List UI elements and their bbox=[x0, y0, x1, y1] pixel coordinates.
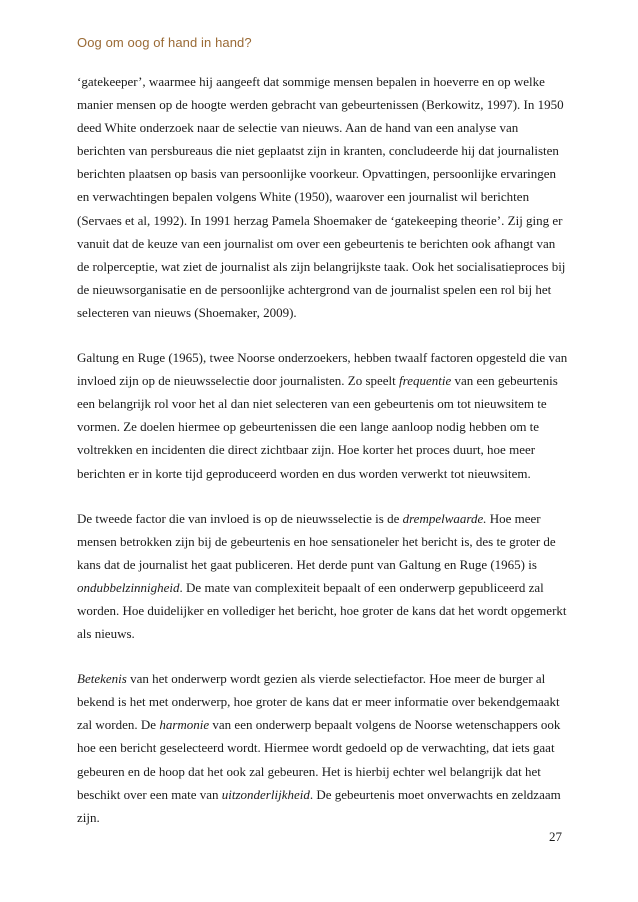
text-run: deed White onderzoek naar de selectie van nieuws. Aan de hand van een analyse van bbox=[77, 120, 519, 136]
text-line bbox=[77, 185, 571, 208]
text-run: invloed zijn op de nieuwsselectie door journalisten. Zo speelt bbox=[77, 373, 400, 389]
text-run: van het onderwerp wordt gezien als vierde selectiefactor. Hoe meer de burger al bbox=[126, 671, 546, 687]
text-run: (Servaes et al, 1992). In 1991 herzag Pamela Shoemaker de ‘gatekeeping theorie’. Zij ging er bbox=[77, 212, 563, 228]
text-run: berichten plaatsen op basis van persoonlijke voorkeur. Opvattingen, persoonlijke ervaringen bbox=[77, 166, 557, 182]
text-run: de nieuwsorganisatie en de persoonlijke achtergrond van de journalist spelen een rol bij het bbox=[77, 281, 552, 297]
text-line bbox=[77, 415, 571, 438]
body-text bbox=[77, 70, 571, 851]
text-run: . De mate van complexiteit bepaalt of een onderwerp gepubliceerd zal bbox=[179, 579, 544, 595]
text-line bbox=[77, 392, 571, 415]
text-line bbox=[77, 162, 571, 185]
text-line bbox=[77, 369, 571, 392]
text-run: van een onderwerp bepaalt volgens de Noorse wetenschappers ook bbox=[209, 717, 561, 733]
text-run: De tweede factor die van invloed is op de nieuwsselectie is de bbox=[77, 510, 403, 526]
paragraph bbox=[77, 346, 571, 485]
text-line bbox=[77, 530, 571, 553]
text-run: gebeuren en de hoop dat het ook zal gebeuren. Het is hierbij echter wel belangrijk dat het bbox=[77, 763, 541, 779]
running-header: Oog om oog of hand in hand? bbox=[77, 35, 252, 50]
text-run: selecteren van nieuws (Shoemaker, 2009). bbox=[77, 304, 297, 320]
text-line bbox=[77, 507, 571, 530]
text-line bbox=[77, 553, 571, 576]
text-line bbox=[77, 690, 571, 713]
text-line bbox=[77, 713, 571, 736]
text-run: de rolperceptie, wat ziet de journalist als zijn belangrijkste taak. Ook het socialisatieproces bij bbox=[77, 258, 566, 274]
paragraph bbox=[77, 507, 571, 646]
italic-term: Betekenis bbox=[77, 671, 127, 687]
text-run: vanuit dat de keuze van een journalist om over een gebeurtenis te berichten ook afhangt van bbox=[77, 235, 556, 251]
text-line bbox=[77, 783, 571, 806]
italic-term: frequentie bbox=[399, 373, 452, 389]
text-run: bekend is het met onderwerp, hoe groter de kans dat er meer informatie over bekendgemaakt bbox=[77, 694, 560, 710]
text-run: vormen. Ze doelen hiermee op gebeurtenissen die een lange aanloop nodig hebben om te bbox=[77, 419, 540, 435]
text-run: manier mensen op de hoogte werden gebracht van gebeurtenissen (Berkowitz, 1997). In 1950 bbox=[77, 97, 564, 113]
text-run: kans dat de journalist het gaat publiceren. Het derde punt van Galtung en Ruge (1965) is bbox=[77, 556, 537, 572]
paragraph bbox=[77, 70, 571, 324]
text-run: Galtung en Ruge (1965), twee Noorse onderzoekers, hebben twaalf factoren opgesteld die van bbox=[77, 350, 568, 366]
text-line bbox=[77, 70, 571, 93]
text-run: berichten van persbureaus die niet geplaatst zijn in kranten, concludeerde hij dat journalisten bbox=[77, 143, 559, 159]
text-line bbox=[77, 278, 571, 301]
text-run: zijn. bbox=[77, 809, 100, 825]
italic-term: harmonie bbox=[159, 717, 210, 733]
text-line bbox=[77, 667, 571, 690]
text-run: een belangrijk rol voor het al dan niet selecteren van een gebeurtenis om tot nieuwsitem te bbox=[77, 396, 547, 412]
text-line bbox=[77, 599, 571, 622]
text-line bbox=[77, 209, 571, 232]
text-run: ‘gatekeeper’, waarmee hij aangeeft dat sommige mensen bepalen in hoeverre en op welke bbox=[77, 74, 545, 89]
italic-term: drempelwaarde. bbox=[402, 510, 487, 526]
text-run: als nieuws. bbox=[77, 626, 135, 642]
text-run: Hoe meer bbox=[486, 510, 541, 526]
text-line bbox=[77, 462, 571, 485]
page-number: 27 bbox=[549, 829, 562, 844]
text-line bbox=[77, 139, 571, 162]
text-run: van een gebeurtenis bbox=[451, 373, 558, 389]
text-line bbox=[77, 255, 571, 278]
text-run: beschikt over een mate van bbox=[77, 786, 222, 802]
text-line bbox=[77, 93, 571, 116]
text-line bbox=[77, 232, 571, 255]
italic-term: ondubbelzinnigheid bbox=[77, 579, 180, 595]
text-line bbox=[77, 576, 571, 599]
text-run: zal worden. De bbox=[77, 717, 160, 733]
text-run: en verwachtingen bepalen volgens White (1950), waarover een journalist wil berichten bbox=[77, 189, 530, 205]
text-line bbox=[77, 760, 571, 783]
italic-term: uitzonderlijkheid bbox=[221, 786, 310, 802]
text-run: . De gebeurtenis moet onverwachts en zeldzaam bbox=[309, 786, 561, 802]
text-run: worden. Hoe duidelijker en vollediger het bericht, hoe groter de kans dat het wordt opgemerkt bbox=[77, 602, 567, 618]
text-run: berichten er in korte tijd geproduceerd worden en dus worden verwerkt tot nieuwsitem. bbox=[77, 465, 531, 481]
text-run: voltrekken en incidenten die direct zichtbaar zijn. Hoe korter het proces duurt, hoe meer bbox=[77, 442, 536, 458]
text-line bbox=[77, 806, 571, 829]
text-run: hoe een bericht geselecteerd wordt. Hiermee wordt gedoeld op de verwachting, dat iets gaat bbox=[77, 740, 555, 756]
paragraph bbox=[77, 667, 571, 829]
text-line bbox=[77, 301, 571, 324]
text-line bbox=[77, 622, 571, 645]
text-run: mensen betrokken zijn bij de gebeurtenis en hoe sensationeler het bericht is, des te groter de bbox=[77, 533, 556, 549]
text-line bbox=[77, 346, 571, 369]
text-line bbox=[77, 116, 571, 139]
text-line bbox=[77, 736, 571, 759]
text-line bbox=[77, 438, 571, 461]
